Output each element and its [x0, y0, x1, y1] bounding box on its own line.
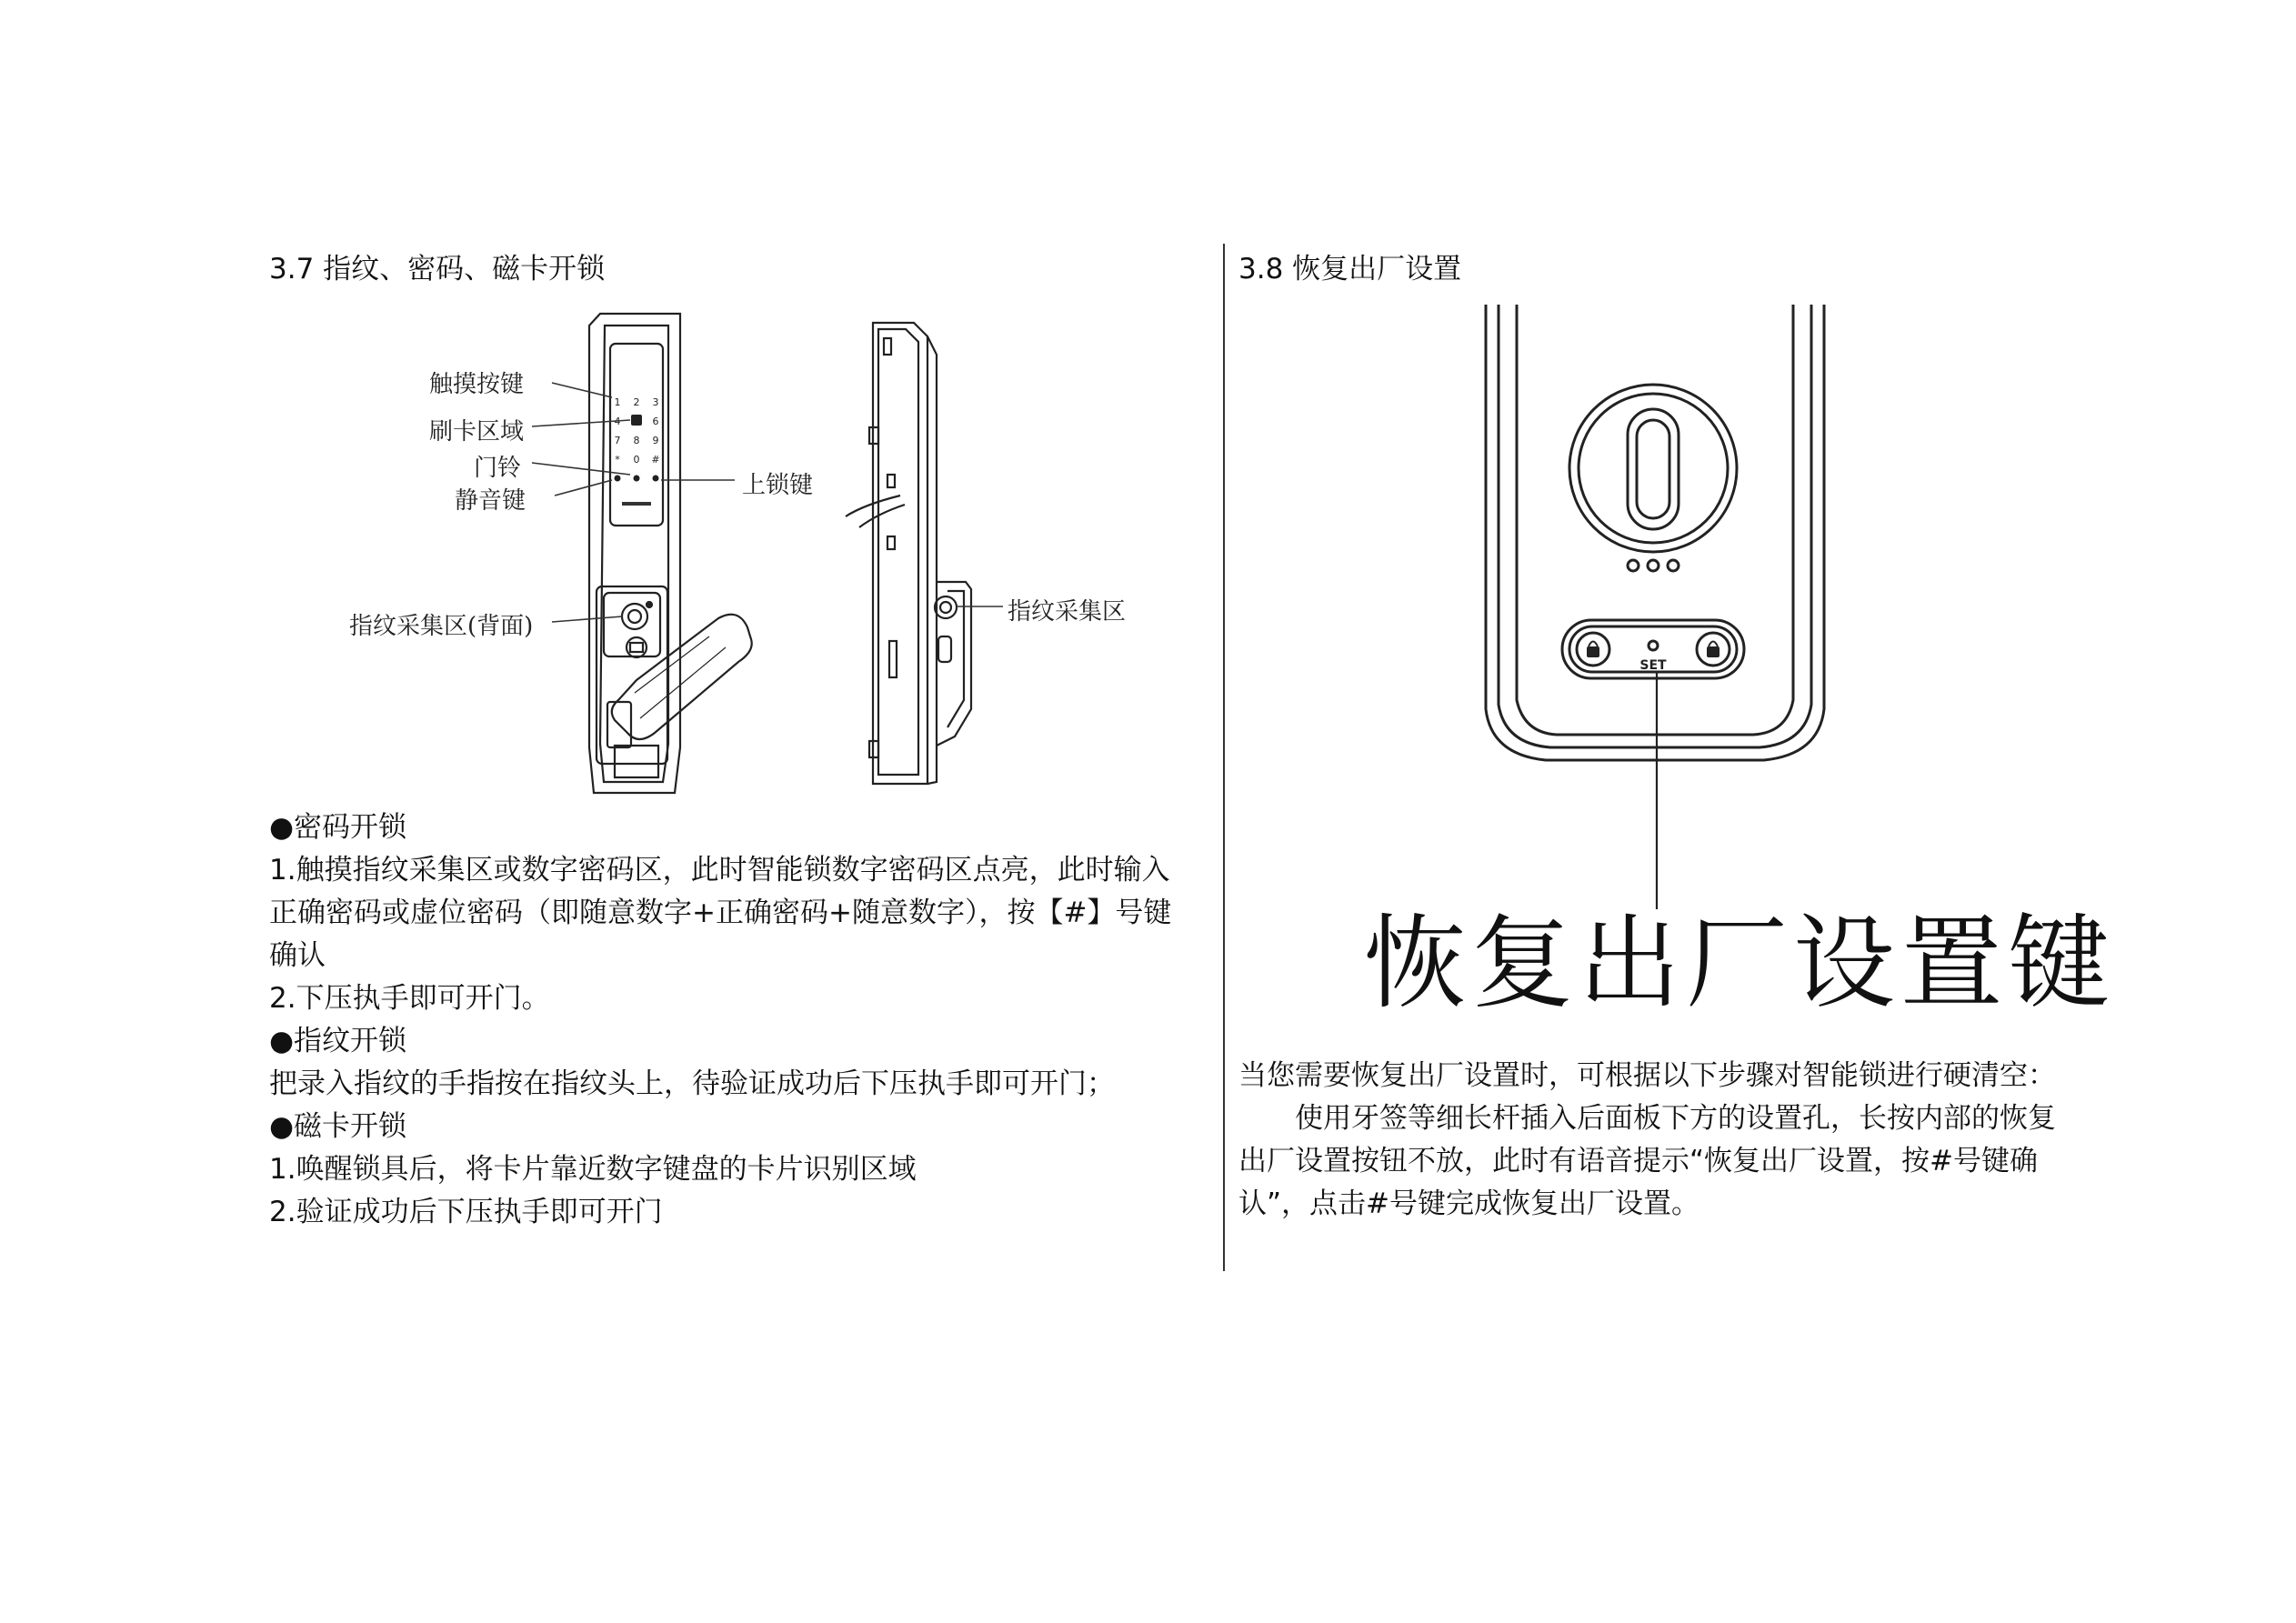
fingerprint-unlock-heading: ●指纹开锁 — [269, 1025, 407, 1057]
label-lock-key: 上锁键 — [742, 472, 814, 499]
lock-icon-right — [1707, 646, 1719, 657]
text-line: 使用牙签等细长杆插入后面板下方的设置孔，长按内部的恢复 — [1295, 1102, 2056, 1135]
text-line: 把录入指纹的手指按在指纹头上，待验证成功后下压执手即可开门； — [269, 1067, 1115, 1100]
keypad-key-0: 0 — [633, 454, 640, 466]
card-unlock-heading: ●磁卡开锁 — [269, 1110, 407, 1143]
text-line: 认”，点击#号键完成恢复出厂设置。 — [1238, 1187, 1700, 1220]
text-line: 2.验证成功后下压执手即可开门 — [269, 1196, 663, 1228]
keypad-key-6: 6 — [652, 416, 659, 427]
set-label: SET — [1639, 658, 1667, 673]
keypad-key-hash: # — [651, 454, 660, 466]
keypad-key-7: 7 — [614, 435, 621, 446]
keypad-key-1: 1 — [614, 396, 621, 408]
text-line: 1.唤醒锁具后，将卡片靠近数字键盘的卡片识别区域 — [269, 1153, 917, 1186]
keypad-key-3: 3 — [652, 396, 659, 408]
keypad-key-8: 8 — [633, 435, 640, 446]
lock-icon-left — [1587, 646, 1599, 657]
password-unlock-heading: ●密码开锁 — [269, 811, 407, 844]
label-fingerprint-area-back: 指纹采集区(背面) — [349, 613, 534, 640]
label-mute-key: 静音键 — [455, 487, 526, 515]
section-heading-unlock: 3.7 指纹、密码、磁卡开锁 — [269, 253, 606, 286]
label-fingerprint-area: 指纹采集区 — [1008, 598, 1127, 626]
text-line: 出厂设置按钮不放，此时有语音提示“恢复出厂设置，按#号键确 — [1238, 1145, 2039, 1177]
keypad-key-2: 2 — [633, 396, 640, 408]
label-touch-keys: 触摸按键 — [429, 371, 525, 398]
text-line: 正确密码或虚位密码（即随意数字+正确密码+随意数字），按【#】号键 — [269, 897, 1172, 929]
label-doorbell: 门铃 — [474, 455, 522, 482]
right-body-text — [1238, 1055, 2056, 1226]
text-line: 2.下压执手即可开门。 — [269, 982, 550, 1015]
label-card-area: 刷卡区域 — [429, 418, 525, 446]
keypad-key-4: 4 — [614, 416, 621, 427]
text-line: 确认 — [269, 939, 326, 972]
factory-reset-key-label: 恢复出厂设置键 — [1364, 905, 2115, 1023]
text-line: 当您需要恢复出厂设置时，可根据以下步骤对智能锁进行硬清空： — [1238, 1059, 2056, 1092]
text-line: 1.触摸指纹采集区或数字密码区，此时智能锁数字密码区点亮，此时输入 — [269, 854, 1170, 887]
section-heading-factory-reset: 3.8 恢复出厂设置 — [1238, 253, 1462, 286]
keypad-key-9: 9 — [652, 435, 659, 446]
keypad-key-star: * — [615, 454, 620, 466]
